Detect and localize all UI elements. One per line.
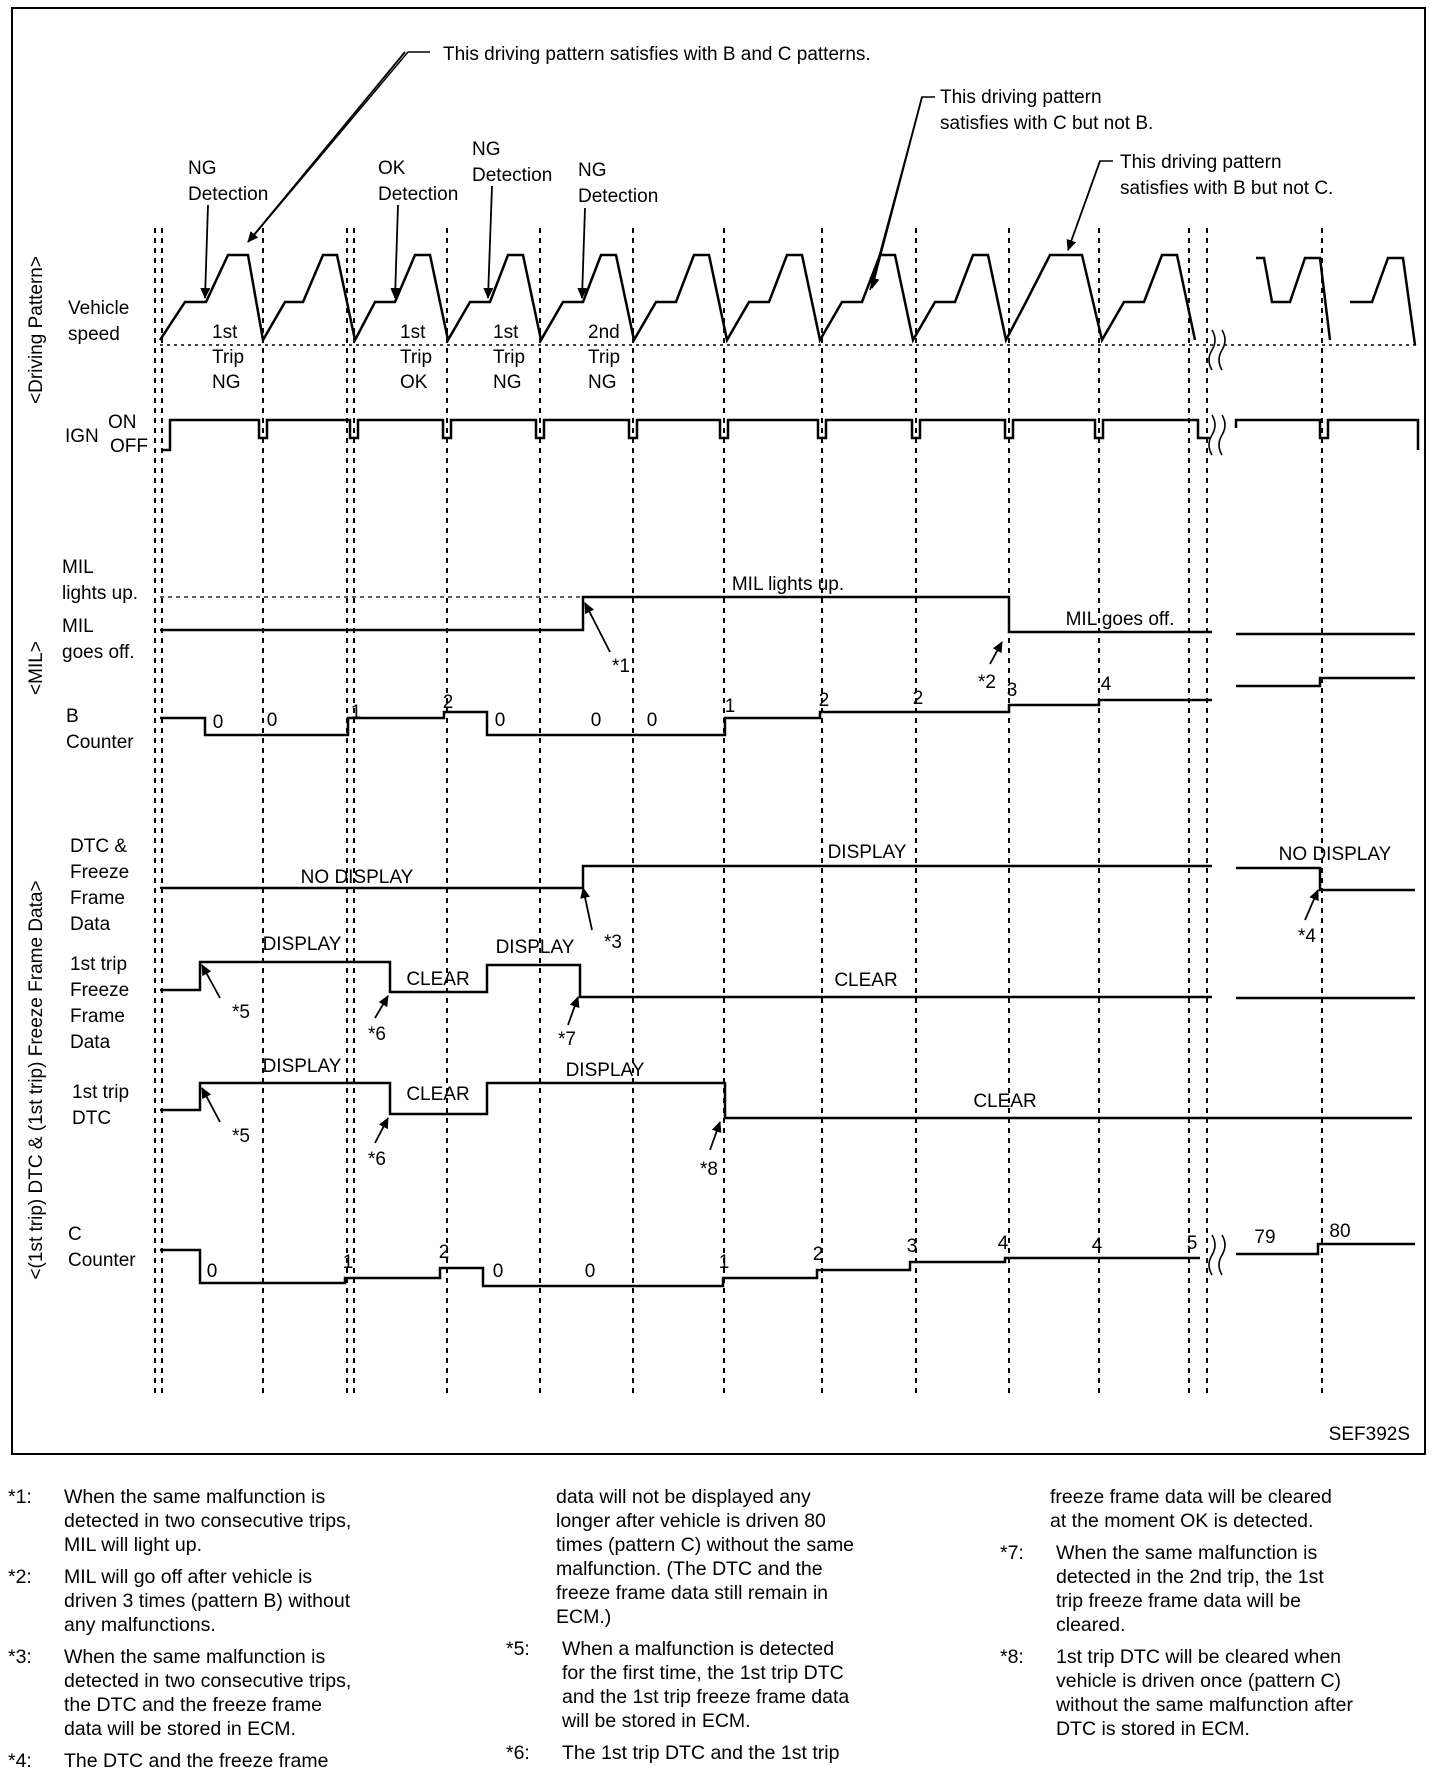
note-text: The DTC and the freeze frame [64, 1750, 329, 1772]
row-trip-ffd-line-4: Data [70, 1032, 111, 1053]
note-mark-arrow [585, 603, 610, 652]
group-dtc: <(1st trip) DTC & (1st trip) Freeze Frame Data> [26, 880, 47, 1280]
ign-trace-2 [1236, 420, 1418, 450]
b-counter-value: 1 [724, 696, 736, 717]
trip-3-line-2: Trip [493, 347, 526, 368]
ng-detection-3-line-2: Detection [578, 186, 659, 207]
state-dtc-display: DISPLAY [827, 842, 907, 863]
note-mark-arrow [710, 1122, 720, 1150]
trip-1-line-2: Trip [212, 347, 245, 368]
row-dtc-ffd-line-3: Frame [70, 888, 125, 909]
c-counter-value: 79 [1254, 1227, 1276, 1248]
row-c-counter-line-2: Counter [68, 1250, 136, 1271]
c-counter-value: 0 [206, 1261, 218, 1282]
ign-trace [162, 420, 1210, 450]
state-tdtc-clear-2: CLEAR [973, 1091, 1037, 1112]
row-ign-on: ON [108, 412, 137, 433]
callout-pattern-bc: This driving pattern satisfies with B and C patterns. [443, 44, 871, 65]
c-counter-value: 0 [584, 1261, 596, 1282]
ok-detection-line-2: Detection [378, 184, 459, 205]
trip-3-line-1: 1st [493, 322, 519, 343]
trip-ffd-trace [160, 962, 1212, 997]
note-id: *2: [8, 1566, 32, 1588]
c-counter-value: 1 [718, 1252, 730, 1273]
b-counter-value: 0 [646, 710, 658, 731]
break-mark [1219, 330, 1225, 370]
c-counter-value: 2 [812, 1244, 824, 1265]
note-mark: *3 [604, 932, 622, 953]
signal-traces [160, 52, 1418, 1286]
note-6-continued: freeze frame data will be cleared at the moment OK is detected. [1050, 1486, 1332, 1532]
break-mark [1209, 330, 1215, 370]
note-id: *8: [1000, 1646, 1024, 1668]
ng-detection-2-line-2: Detection [472, 165, 553, 186]
row-dtc-ffd-line-4: Data [70, 914, 111, 935]
trip-4-line-1: 2nd [588, 322, 620, 343]
notes-column-1 [8, 1485, 428, 1781]
note-mark: *5 [232, 1002, 250, 1023]
note-mark-arrow [568, 997, 578, 1025]
note-item [8, 1485, 428, 1557]
note-mark-arrow [583, 888, 592, 930]
ng-detection-1-line-2: Detection [188, 184, 269, 205]
row-mil-on-line-2: lights up. [62, 583, 139, 604]
b-counter-trace [160, 700, 1212, 735]
note-mark: *2 [978, 672, 996, 693]
note-mark: *5 [232, 1126, 250, 1147]
note-text: MIL will go off after vehicle is driven 3 times (pattern B) without any malfunctions. [64, 1566, 351, 1636]
break-mark [1209, 1235, 1215, 1275]
group-mil: <MIL> [26, 641, 47, 695]
break-mark [1219, 1235, 1225, 1275]
row-ign: IGN [65, 426, 99, 447]
note-id: *5: [506, 1638, 530, 1660]
note-mark: *7 [558, 1029, 576, 1050]
c-counter-value: 1 [342, 1252, 354, 1273]
trip-divider-lines [155, 228, 1322, 1395]
row-trip-ffd-line-2: Freeze [70, 980, 130, 1001]
b-counter-value: 1 [350, 702, 362, 723]
mil-trace [160, 597, 1212, 632]
callout-pattern-b-not-c-line-1: This driving pattern [1120, 152, 1282, 173]
callout-pattern-b-not-c-line-2: satisfies with B but not C. [1120, 178, 1334, 199]
b-counter-value: 2 [912, 688, 924, 709]
note-item [8, 1565, 428, 1637]
b-counter-value: 0 [212, 712, 224, 733]
note-mark: *6 [368, 1149, 386, 1170]
b-counter-value: 2 [818, 690, 830, 711]
state-ffd-display-2: DISPLAY [495, 937, 575, 958]
b-counter-value: 4 [1100, 674, 1112, 695]
c-counter-value: 5 [1186, 1233, 1198, 1254]
row-mil-on-line-1: MIL [62, 557, 94, 578]
state-dtc-no-display-2: NO DISPLAY [1278, 844, 1392, 865]
note-item [506, 1637, 946, 1733]
note-item [1000, 1541, 1440, 1637]
c-counter-value: 4 [1091, 1235, 1103, 1256]
state-tdtc-clear-1: CLEAR [406, 1084, 470, 1105]
row-trip-ffd-line-1: 1st trip [70, 954, 128, 975]
b-counter-value: 0 [266, 710, 278, 731]
ng-detection-2-line-1: NG [472, 139, 501, 160]
c-counter-trace [160, 1250, 1200, 1286]
note-mark-arrow [202, 965, 220, 998]
row-vehicle-speed-line-1: Vehicle [68, 298, 130, 319]
break-mark [1219, 415, 1225, 455]
c-counter-value: 3 [906, 1236, 918, 1257]
row-dtc-ffd-line-1: DTC & [70, 836, 127, 857]
note-mark: *4 [1298, 926, 1316, 947]
note-id: *1: [8, 1486, 32, 1508]
vehicle-speed-trace-2 [1256, 258, 1330, 340]
ng-detection-3-line-1: NG [578, 160, 607, 181]
trip-4-line-3: NG [588, 372, 617, 393]
row-trip-dtc-line-2: DTC [72, 1108, 112, 1129]
state-mil-goes-off: MIL goes off. [1065, 609, 1175, 630]
trip-4-line-2: Trip [588, 347, 621, 368]
note-mark-arrow [375, 996, 388, 1018]
ng-detection-1-line-1: NG [188, 158, 217, 179]
row-ign-off: OFF [110, 436, 148, 457]
row-trip-ffd-line-3: Frame [70, 1006, 125, 1027]
c-counter-value: 0 [492, 1261, 504, 1282]
group-driving-pattern: <Driving Pattern> [26, 256, 47, 404]
state-tdtc-display-1: DISPLAY [262, 1056, 342, 1077]
note-item [506, 1741, 946, 1765]
vehicle-speed-trace [160, 255, 1195, 340]
note-mark-arrow [1305, 890, 1318, 920]
row-b-counter-line-1: B [66, 706, 79, 727]
ng-detection-1-arrow [205, 205, 208, 298]
note-id: *6: [506, 1742, 530, 1764]
dtc-ffd-trace-2 [1236, 868, 1415, 890]
callout-pattern-c-not-b-line-2: satisfies with C but not B. [940, 113, 1154, 134]
row-trip-dtc-line-1: 1st trip [72, 1082, 130, 1103]
callout-arrow-bc [248, 52, 405, 242]
c-counter-value: 4 [997, 1233, 1009, 1254]
note-mark: *1 [612, 656, 630, 677]
callout-line-b [1068, 161, 1113, 250]
ok-detection-arrow [395, 205, 398, 298]
note-mark-arrow [202, 1088, 220, 1122]
break-mark [1209, 415, 1215, 455]
b-counter-trace-2 [1236, 678, 1415, 686]
row-c-counter-line-1: C [68, 1224, 82, 1245]
state-ffd-clear-1: CLEAR [406, 969, 470, 990]
ok-detection-line-1: OK [378, 158, 406, 179]
trip-1-line-3: NG [212, 372, 241, 393]
ng-detection-3-arrow [582, 208, 585, 298]
note-mark: *8 [700, 1159, 718, 1180]
note-text: When a malfunction is detected for the first time, the 1st trip DTC and the 1st trip freeze frame data will be stored in ECM. [562, 1638, 850, 1732]
trip-2-line-2: Trip [400, 347, 433, 368]
b-counter-value: 2 [442, 692, 454, 713]
row-mil-off-line-2: goes off. [62, 642, 135, 663]
note-mark: *6 [368, 1024, 386, 1045]
note-4-continued: data will not be displayed any longer after vehicle is driven 80 times (pattern C) without the same malfunction. (The DTC and the freeze frame data still remain in ECM.) [556, 1486, 855, 1628]
trip-2-line-1: 1st [400, 322, 426, 343]
b-counter-value: 3 [1006, 680, 1018, 701]
state-tdtc-display-2: DISPLAY [565, 1060, 645, 1081]
callout-line-bc [250, 52, 430, 240]
note-id: *7: [1000, 1542, 1024, 1564]
note-text: 1st trip DTC will be cleared when vehicle is driven once (pattern C) without the same malfunction after DTC is stored in ECM. [1056, 1646, 1353, 1740]
note-id: *3: [8, 1646, 32, 1668]
note-item [8, 1645, 428, 1741]
b-counter-value: 0 [494, 710, 506, 731]
state-ffd-clear-2: CLEAR [834, 970, 898, 991]
c-counter-value: 80 [1329, 1221, 1351, 1242]
note-mark-arrow [375, 1118, 388, 1143]
note-text: When the same malfunction is detected in two consecutive trips, the DTC and the freeze frame data will be stored in ECM. [64, 1646, 352, 1740]
note-item [1000, 1645, 1440, 1741]
state-mil-lights-up: MIL lights up. [731, 574, 845, 595]
row-vehicle-speed-line-2: speed [68, 324, 120, 345]
notes-column-2 [506, 1485, 946, 1773]
notes-column-3 [1000, 1485, 1440, 1749]
note-id: *4: [8, 1750, 32, 1772]
ng-detection-2-arrow [488, 186, 492, 298]
vehicle-speed-trace-3 [1350, 258, 1415, 345]
figure-id: SEF392S [1328, 1424, 1410, 1445]
note-text: When the same malfunction is detected in the 2nd trip, the 1st trip freeze frame data will be cleared. [1056, 1542, 1324, 1636]
note-item [8, 1749, 428, 1773]
note-text: When the same malfunction is detected in two consecutive trips, MIL will light up. [64, 1486, 352, 1556]
trip-3-line-3: NG [493, 372, 522, 393]
note-text: The 1st trip DTC and the 1st trip [562, 1742, 840, 1764]
b-counter-value: 0 [590, 710, 602, 731]
trip-1-line-1: 1st [212, 322, 238, 343]
state-dtc-no-display: NO DISPLAY [300, 867, 414, 888]
c-counter-value: 2 [438, 1242, 450, 1263]
row-dtc-ffd-line-2: Freeze [70, 862, 130, 883]
state-ffd-display-1: DISPLAY [262, 934, 342, 955]
row-mil-off-line-1: MIL [62, 616, 94, 637]
callout-arrow-b [1068, 161, 1100, 250]
callout-pattern-c-not-b-line-1: This driving pattern [940, 87, 1102, 108]
note-mark-arrow [990, 642, 1002, 664]
trip-2-line-3: OK [400, 372, 428, 393]
row-b-counter-line-2: Counter [66, 732, 134, 753]
